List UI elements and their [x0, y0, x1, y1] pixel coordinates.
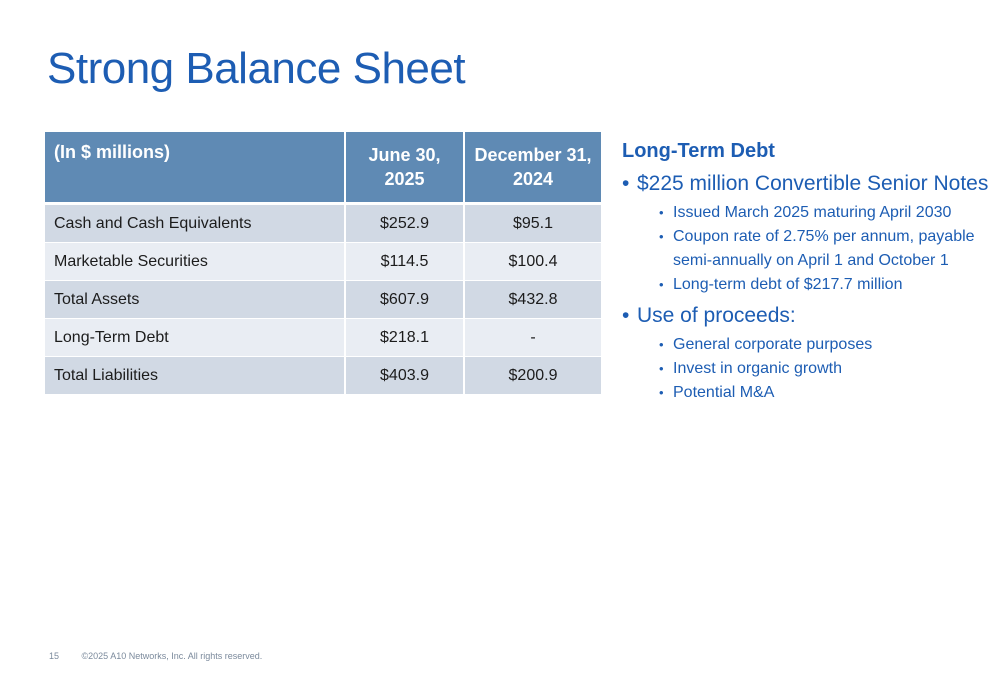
list-item-text: Potential M&A	[673, 384, 775, 401]
long-term-debt-panel	[622, 140, 992, 409]
list-item-text: Coupon rate of 2.75% per annum, payable semi-annually on April 1 and October 1	[673, 228, 975, 269]
copyright-notice: ©2025 A10 Networks, Inc. All rights reserved.	[81, 651, 263, 661]
list-item-text: Issued March 2025 maturing April 2030	[673, 204, 952, 221]
convertible-notes-details	[659, 201, 992, 297]
table-header-row	[45, 132, 601, 204]
row-value-december: $100.4	[464, 243, 601, 281]
list-item	[659, 381, 992, 405]
bullet-icon: •	[659, 337, 664, 352]
row-label: Marketable Securities	[45, 243, 345, 281]
column-header-december-2024: December 31, 2024	[464, 132, 601, 204]
bullet-text: $225 million Convertible Senior Notes	[637, 172, 989, 195]
row-label: Total Liabilities	[45, 357, 345, 395]
row-value-june: $114.5	[345, 243, 464, 281]
bullet-icon: •	[622, 172, 630, 195]
list-item	[659, 357, 992, 381]
long-term-debt-heading: Long-Term Debt	[622, 140, 775, 162]
list-item	[659, 333, 992, 357]
use-of-proceeds-details	[659, 333, 992, 405]
column-header-june-2025: June 30, 2025	[345, 132, 464, 204]
row-value-june: $607.9	[345, 281, 464, 319]
page-number: 15	[49, 651, 60, 661]
row-value-june: $403.9	[345, 357, 464, 395]
table-row	[45, 357, 601, 395]
row-value-june: $252.9	[345, 204, 464, 243]
list-item-text: Invest in organic growth	[673, 360, 842, 377]
bullet-icon: •	[659, 385, 664, 400]
row-value-december: $432.8	[464, 281, 601, 319]
list-item	[659, 225, 992, 273]
row-value-june: $218.1	[345, 319, 464, 357]
row-value-december: $95.1	[464, 204, 601, 243]
bullet-icon: •	[622, 304, 630, 327]
list-item	[659, 201, 992, 225]
table-row	[45, 319, 601, 357]
column-header-label: (In $ millions)	[45, 132, 345, 204]
bullet-icon: •	[659, 205, 664, 220]
row-label: Long-Term Debt	[45, 319, 345, 357]
table-row	[45, 281, 601, 319]
bullet-icon: •	[659, 361, 664, 376]
list-item-text: Long-term debt of $217.7 million	[673, 276, 903, 293]
footer	[49, 651, 262, 661]
row-value-december: -	[464, 319, 601, 357]
page-title: Strong Balance Sheet	[47, 44, 466, 93]
row-label: Cash and Cash Equivalents	[45, 204, 345, 243]
bullet-text: Use of proceeds:	[637, 304, 796, 327]
table-row	[45, 204, 601, 243]
list-item-text: General corporate purposes	[673, 336, 873, 353]
balance-sheet-table	[45, 132, 601, 395]
bullet-use-of-proceeds	[622, 301, 992, 331]
row-value-december: $200.9	[464, 357, 601, 395]
list-item	[659, 273, 992, 297]
row-label: Total Assets	[45, 281, 345, 319]
bullet-icon: •	[659, 229, 664, 244]
bullet-convertible-notes	[622, 169, 992, 199]
table-row	[45, 243, 601, 281]
bullet-icon: •	[659, 277, 664, 292]
